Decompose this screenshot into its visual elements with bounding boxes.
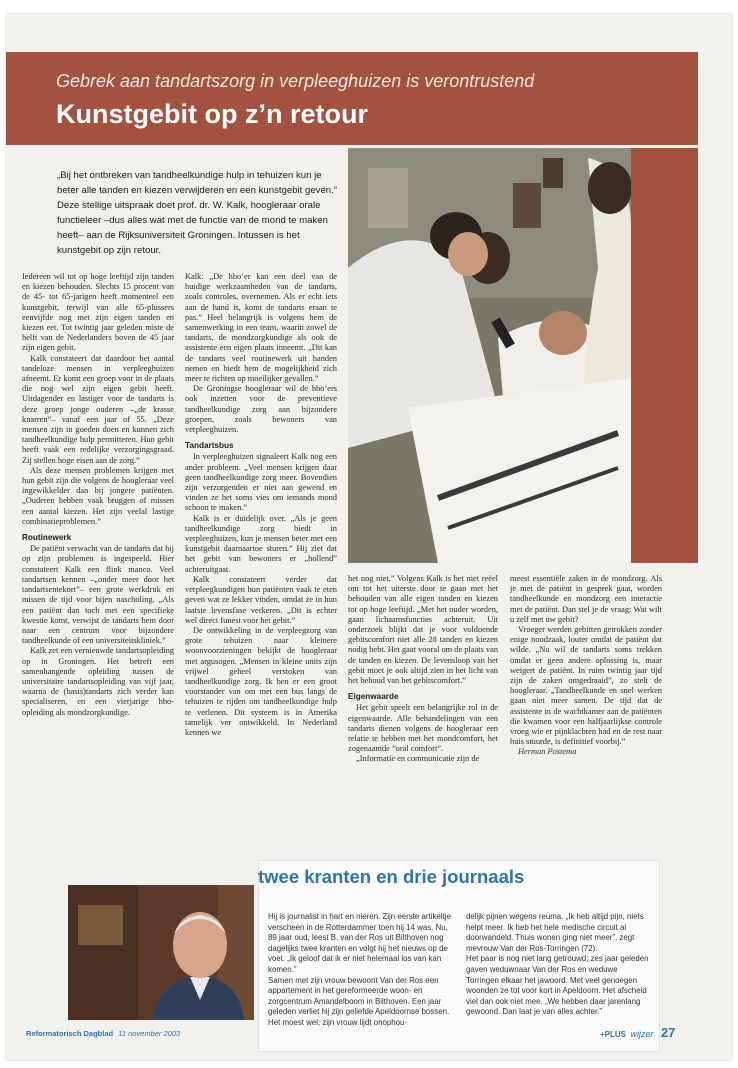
portrait-photo — [68, 885, 254, 1020]
sidebar-title: twee kranten en drie journaals — [258, 866, 525, 887]
paragraph: het nog niet.” Volgens Kalk is het niet reëel om tot het uiterste door te gaan met het behouden van alle eigen tanden en kiezen tot op hoge leeftijd. „Met het ouder worden, gaan lichaamsfuncties achteruit. Uit onderzoek blijkt dat je voor voldoende gebitscomfort niet alle 28 tanden en kiezen nodig hebt. Het gaat vooral om de plaats van de tanden en kiezen. De levensloop van het gebit moet je ook altijd zien in het licht van het behoud van het gebitscomfort.” — [348, 574, 499, 686]
paragraph: Kalk constateert verder dat verpleegkundigen hun patiënten vaak te eten geven wat ze lekker vinden, omdat ze in hun laatste levensfase verkeren. „Dit is echter wel direct funest voor het gebit.” — [185, 574, 337, 625]
paragraph: Hij is journalist in hart en nieren. Zijn eerste artikeltje verscheen in de Rotterdammer toen hij 14 was. Nu, 89 jaar oud, leest B. van der Ros uit Bilthoven nog dagelijks twee kranten en volgt hij het nieuws op de voet. „Ik geloof dat ik er niet helemaal los van kan komen.” — [268, 912, 451, 974]
paragraph: Iedereen wil tot op hoge leeftijd zijn tanden en kiezen behouden. Slechts 15 procent van de 45- tot 65-jarigen heeft momenteel een kunstgebit, terwijl van alle 65-plussers eenvijfde nog met zijn eigen tanden en kiezen eet. Tot twintig jaar geleden miste de helft van de Nederlanders boven de 45 jaar zijn eigen gebit. — [22, 272, 174, 353]
subheading-tandartsbus: Tandartsbus — [185, 441, 234, 451]
paragraph: Als deze mensen problemen krijgen met hun gebit zijn die volgens de hoogleraar veel ingewikkelder dan bij jongere patiënten. „Ouderen hebben vaak bruggen of missen een aantal kiezen. Het zijn veelal lastige combinatieproblemen.” — [22, 465, 174, 526]
paragraph: meest essentiële zaken in de mondzorg. Als je met de patiënt in gesprek gaat, worden tandheelkunde en mondzorg een interactie met de patiënt. Dan stel je de vraag: Wat wilt u zelf met uw gebit? — [510, 574, 662, 624]
article-kicker: Gebrek aan tandartszorg in verpleeghuizen is verontrustend — [56, 71, 535, 91]
sidebar-column-1 — [268, 912, 453, 1029]
paragraph: De ontwikkeling in de verpleegzorg van grote tehuizen naar kleinere woonvoorzieningen bekijkt de hoogleraar met argusogen. „Mensen in kleine units zijn vrijwel geheel verstoken van tandheelkundige zorg. Ik ben er een groot voorstander van om met een bus langs de tehuizen te rijden om tandheelkundige hulp te verlenen. Dit systeem is in Amerika tamelijk ver ontwikkeld. In Nederland kennen we — [185, 625, 337, 737]
paragraph: Het gebit speelt een belangrijke rol in de eigenwaarde. Alle behandelingen van een tandarts dienen volgens de hoogleraar een relatie te hebben met het mondcomfort, het zogenaamde ”oral comfort”. — [348, 703, 498, 754]
subheading-routinewerk: Routinewerk — [22, 533, 72, 543]
paragraph: In verpleeghuizen signaleert Kalk nog een ander probleem. „Veel mensen krijgen daar geen tandheelkundige zorg meer. Bovendien zijn verzorgenden er niet aan gewend en vinden ze het soms vies om iemands mond schoon te maken.” — [185, 452, 337, 513]
paragraph: Kalk is er duidelijk over. „Als je geen tandheelkundige zorg biedt in verpleeghuizen, kun je mensen beter met een kunstgebit daarnaartoe sturen.” Hij ziet dat het gebit van bewoners er „hollend” achteruitgaat. — [185, 513, 337, 574]
paragraph: Samen met zijn vrouw bewoont Van der Ros een appartement in het gereformeerde woon- en zorgcentrum Amandelboom in Bilthoven. Een jaar geleden verliet hij zijn geliefde Apeldoornse bossen. Het moest wel; zijn vrouw lijdt onophou- — [268, 975, 450, 1027]
paragraph: De Groningse hoogleraar wil de hbo’ers ook inzetten voor de preventieve tandheelkundige zorg aan bijzondere groepen, zoals bewoners van verpleeghuizen. — [185, 384, 337, 435]
page-number: 27 — [660, 1025, 676, 1040]
footer-section-wijzer: wijzer — [630, 1029, 654, 1039]
paragraph: Kalk constateert dat daardoor het aantal tandeloze mensen in verpleeghuizen afneemt. Er komt een groep voor in de plaats die nog wel zijn eigen gebit heeft. Uitdagender en lastiger voor de tandarts is deze groep jonge ouderen –„de krasse knarren”– vanaf een jaar of 55. „Deze mensen zijn in goeden doen en kunnen zich tandheelkundige hulp permitteren. Hun gebit heeft vaak een redelijke verzorgingsgraad. Zij stellen hoge eisen aan de zorg.” — [22, 353, 174, 465]
photo-side-strip — [631, 148, 698, 563]
footer-section-plus: +PLUS — [600, 1030, 627, 1039]
article-headline: Kunstgebit op z’n retour — [56, 99, 368, 129]
footer-date: 11 november 2003 — [118, 1029, 181, 1038]
article-column-2 — [185, 272, 337, 738]
article-intro: „Bij het ontbreken van tandheelkundige hulp in tehuizen kun je beter alle tanden en kiezen verwijderen en een kunstgebit geven.” Deze stellige uitspraak doet prof. dr. W. Kalk, hoogleraar orale functieleer –dus alles wat met de functie van de mond te maken heeft– aan de Rijksuniversiteit Groningen. Intussen is het kunstgebit op zijn retour. — [57, 170, 338, 257]
sidebar-column-2 — [466, 912, 652, 1018]
article-column-3 — [348, 574, 498, 765]
subheading-eigenwaarde: Eigenwaarde — [348, 692, 399, 702]
article-column-1 — [22, 272, 174, 718]
paragraph: Kalk: „De hbo’er kan een deel van de huidige werkzaamheden van de tandarts, zoals controles, overnemen. Als er echt iets aan de hand is, komt de tandarts eraan te pas.” Heel belangrijk is volgens hem de samenwerking in een team, waarin zowel de tandarts, de mondzorgkundige als ook de assistente een eigen plaats inneemt. „Dit kan de tandarts veel routinewerk uit handen nemen en biedt hem de mogelijkheid zich meer te richten op moeilijker gevallen.” — [185, 272, 337, 384]
portrait-illustration — [68, 885, 254, 1020]
article-byline: Herman Postema — [518, 747, 577, 757]
photo-illustration — [348, 148, 631, 563]
footer-paper-name: Reformatorisch Dagblad — [26, 1029, 114, 1038]
footer-source — [26, 1029, 180, 1038]
paragraph: Vroeger werden gebitten getrokken zonder enige noodzaak, louter omdat de patiënt dat wilde. „Nu wil de tandarts soms trekken omdat er geen andere oplossing is, maar weigert de patiënt. In ruim twintig jaar tijd zijn de zaken omgedraaid”, zo stelt de hoogleraar. „Tandheelkunde en snel werken gaan niet meer samen. De tijd dat de assistente in de wachtkamer aan de patiënten die kwamen voor een halfjaarlijkse controle vroeg wie er pijnklachten had en de rest naar huis stuurde, is definitief voorbij.” — [510, 625, 662, 747]
article-column-4 — [510, 574, 662, 758]
paragraph: Kalk zet een vernieuwde tandartsopleiding op in Groningen. Het betreft een samenhangende opleiding tussen de universitaire tandartsopleiding van vijf jaar, waarna de (basis)tandarts zich verder kan specialiseren, en een vierjarige hbo-opleiding als mondzorgkundige. — [22, 646, 174, 717]
paragraph: delijk pijnen wegens reuma. „Ik heb altijd pijn, niets helpt meer. Ik heb het hele medische circuit al doorwandeld. Thuis wonen ging niet meer”, zegt mevrouw Van der Ros-Torringen (72). — [466, 912, 644, 953]
paragraph: De patiënt verwacht van de tandarts dat hij op zijn problemen is ingespeeld. Hier constateert Kalk een flink manco. Veel tandartsen kennen –„onder meer door het tandartsentekort”– een grote werkdruk en missen de tijd voor bijen nascholing. „Als een patiënt dan toch met een specifieke kwestie komt, verwijst de tandarts hem door naar een centrum voor bijzondere tandheelkunde of een universiteitskliniek.” — [22, 544, 174, 646]
article-photo — [348, 148, 631, 563]
paragraph: Het paar is nog niet lang getrouwd; zes jaar geleden gaven weduwnaar Van der Ros en weduwe Torringen elkaar het jawoord. Met veel genoegen woonden ze tot voor kort in Apeldoorn. Het afscheid viel dan ook niet mee. „We hebben daar jarenlang gewoond. Dan laat je van alles achter.” — [466, 954, 649, 1017]
paragraph: „Informatie en communicatie zijn de — [356, 754, 480, 764]
footer-section — [600, 1024, 675, 1042]
